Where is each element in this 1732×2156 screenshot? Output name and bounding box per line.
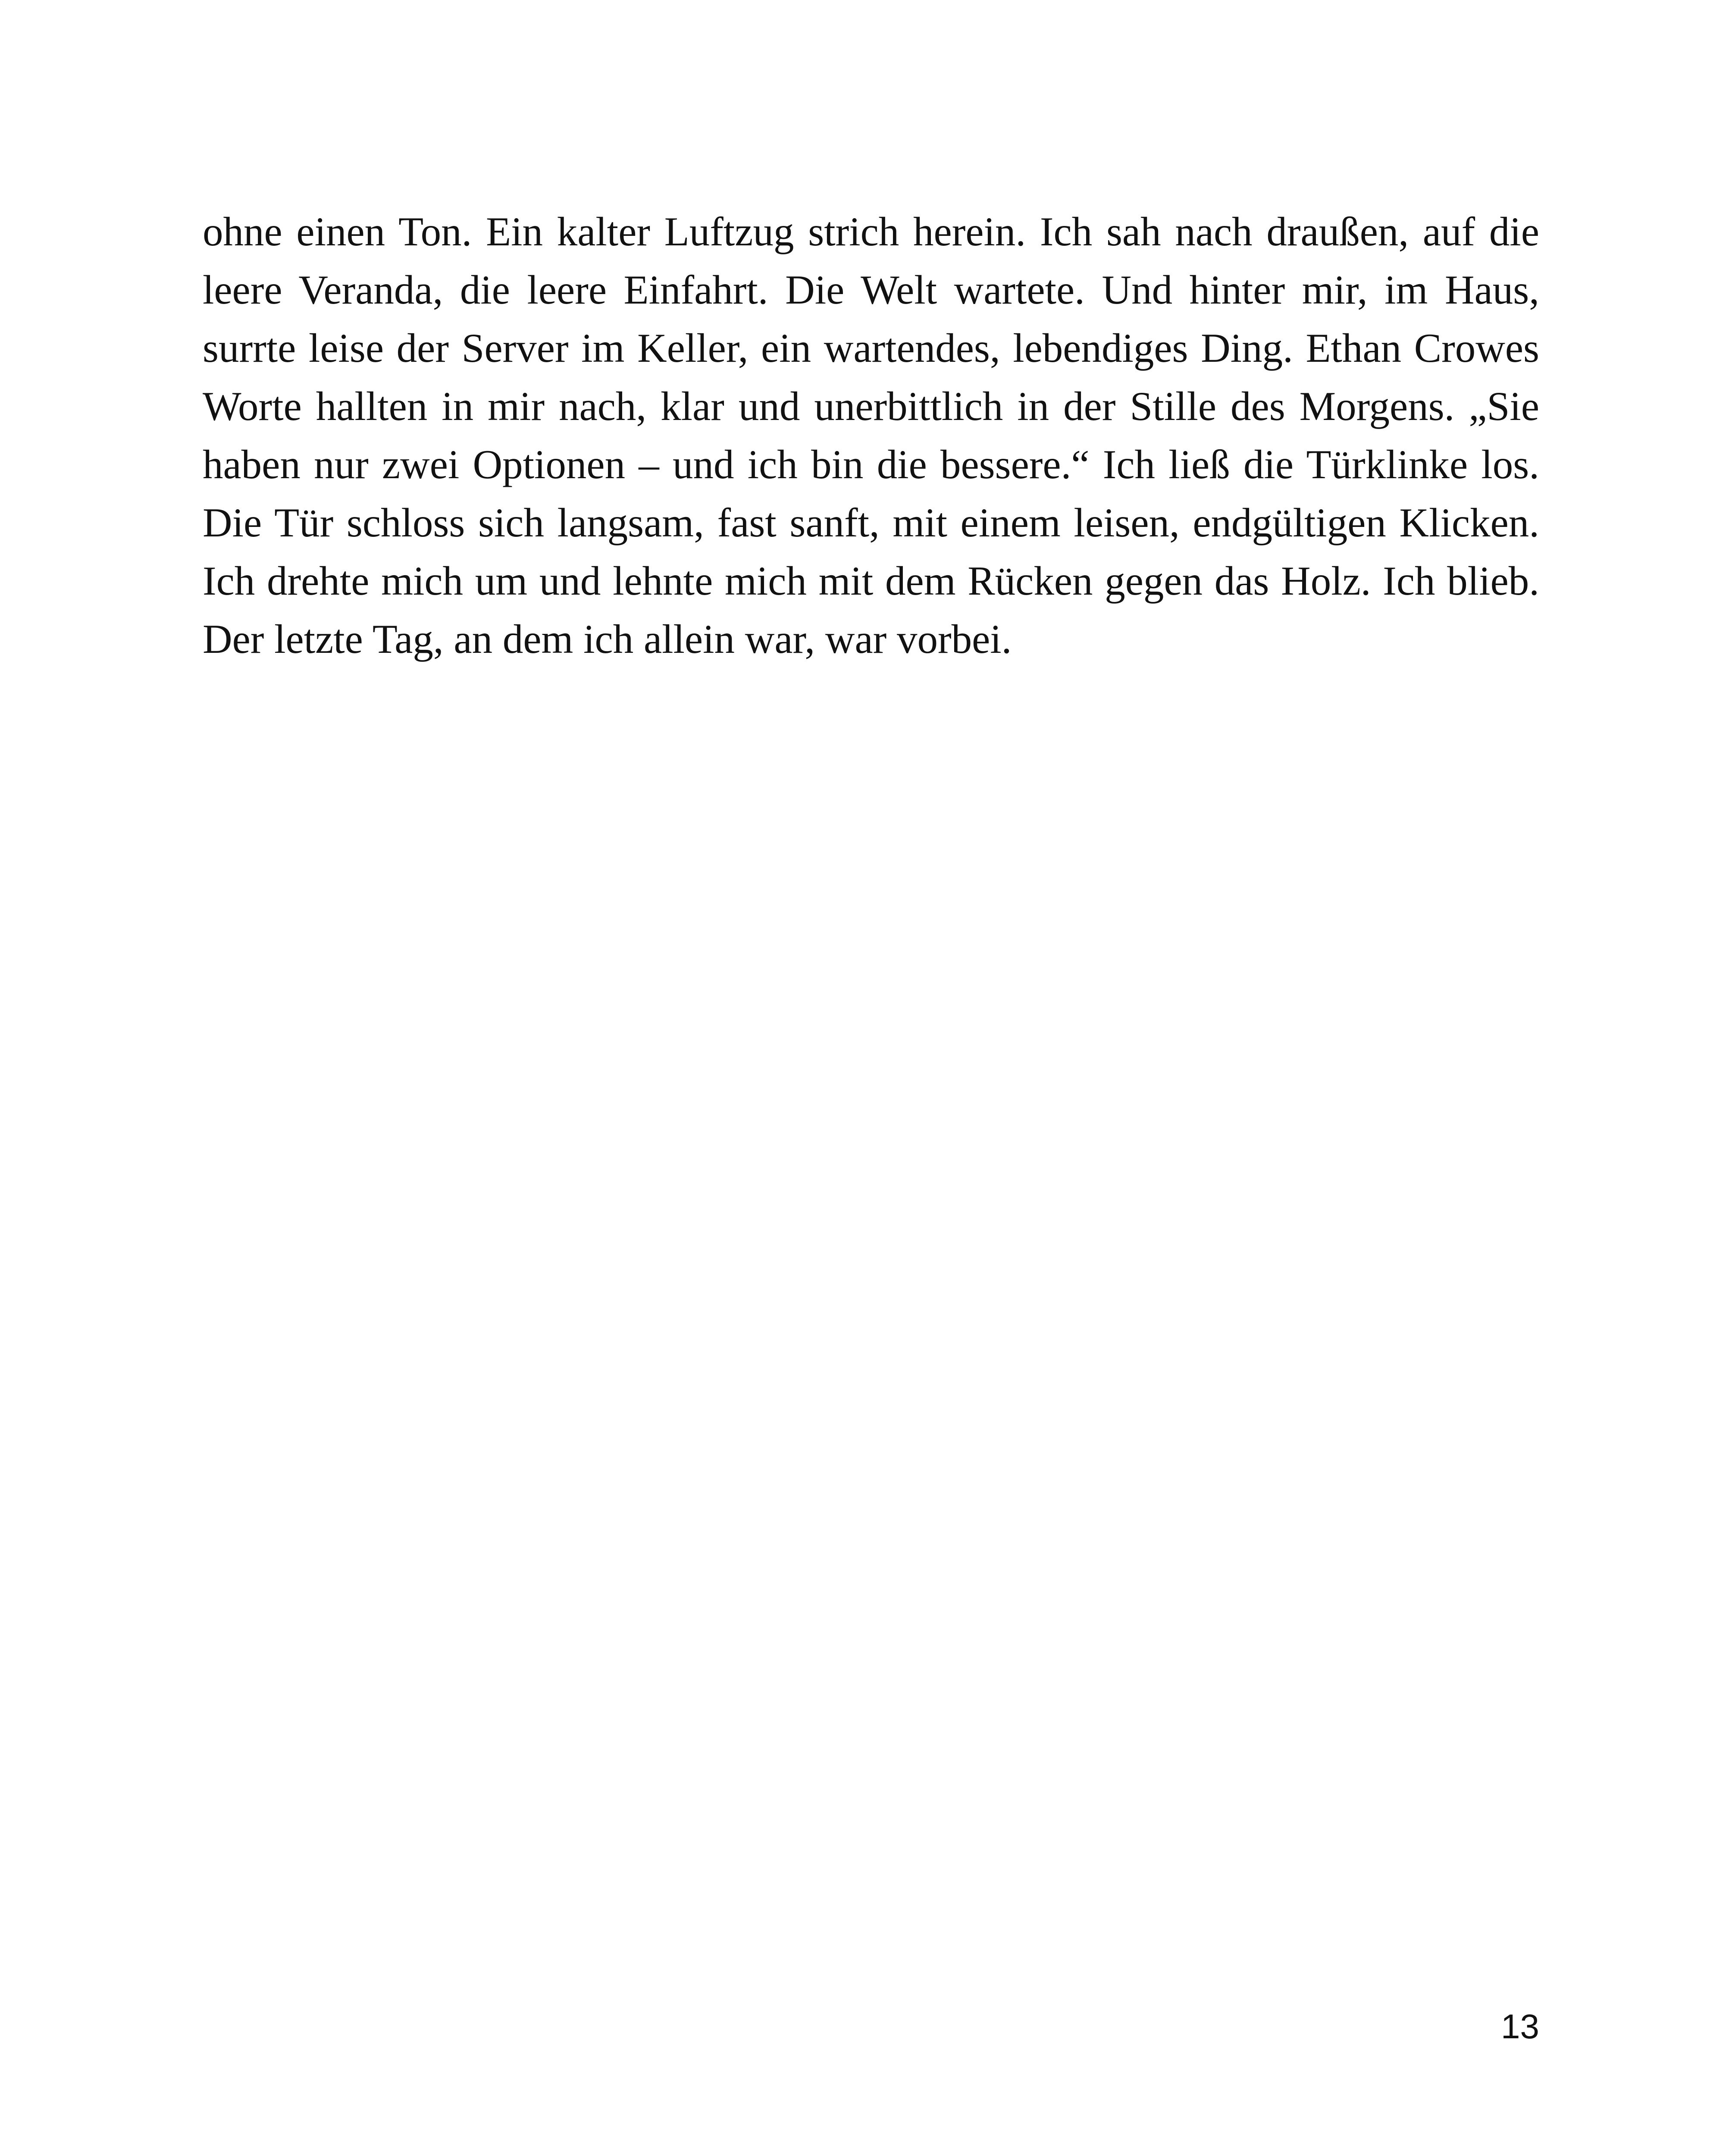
- page-number: 13: [1501, 2007, 1539, 2046]
- text-line: leere Veranda, die leere Einfahrt. Die Welt wartete. Und hinter mir, im Haus,: [203, 267, 1539, 313]
- body-paragraph: [203, 203, 1539, 668]
- text-line: surrte leise der Server im Keller, ein wartendes, lebendiges Ding. Ethan Crowes: [203, 325, 1539, 371]
- text-line: haben nur zwei Optionen – und ich bin die bessere.“ Ich ließ die Türklinke los.: [203, 442, 1539, 487]
- text-line: Ich drehte mich um und lehnte mich mit dem Rücken gegen das Holz. Ich blieb.: [203, 558, 1539, 604]
- text-line: Die Tür schloss sich langsam, fast sanft, mit einem leisen, endgültigen Klicken.: [203, 500, 1539, 545]
- text-line: Worte hallten in mir nach, klar und unerbittlich in der Stille des Morgens. „Sie: [203, 383, 1539, 429]
- text-line: Der letzte Tag, an dem ich allein war, war vorbei.: [203, 616, 1012, 662]
- text-line: ohne einen Ton. Ein kalter Luftzug strich herein. Ich sah nach draußen, auf die: [203, 209, 1539, 254]
